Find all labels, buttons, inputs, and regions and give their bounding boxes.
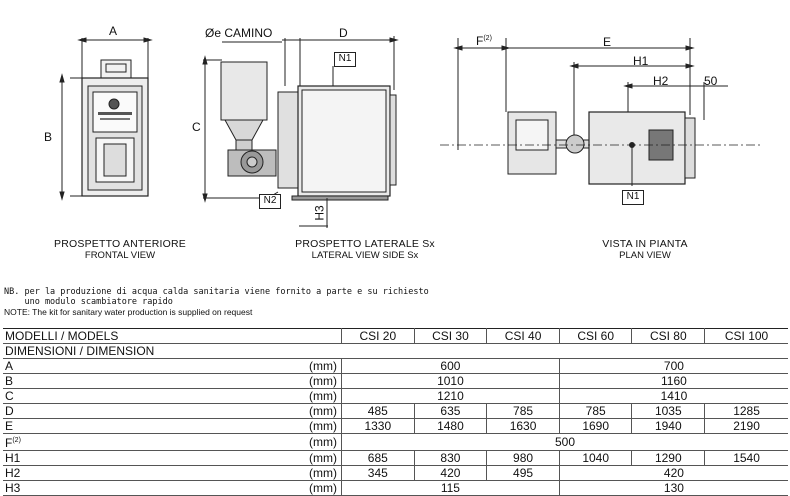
dim-label-f: $F^{(2)}$ [476,34,492,48]
dimension-label [3,374,307,389]
table-row [3,374,788,389]
note-line-1: NB. per la produzione di acqua calda sanitaria viene fornito a parte e su richiesto [4,287,429,297]
value-cell: 980 [487,451,560,466]
unit-cell: (mm) [307,389,341,404]
table-row [3,466,788,481]
table-row [3,419,788,434]
lateral-view-drawing [203,36,397,228]
value-cell: 1330 [341,419,414,434]
plan-view-drawing [440,38,760,186]
value-cell: 1690 [559,419,632,434]
dim-label-50: 50 [704,74,718,88]
table-row [3,481,788,496]
model-header: CSI 60 [559,329,632,344]
n1-tag-lateral: N1 [334,52,356,67]
value-cell: 420 [414,466,487,481]
dimension-name: D [5,403,14,418]
value-cell: 420 [559,466,788,481]
dimension-name: E [5,418,14,433]
model-header: CSI 30 [414,329,487,344]
unit-cell: (mm) [307,481,341,496]
value-cell: 500 [341,434,788,451]
dimension-label [3,359,307,374]
caption-front-en: FRONTAL VIEW [84,250,156,261]
caption-side-en: LATERAL VIEW SIDE Sx [311,250,419,261]
caption-front-it: PROSPETTO ANTERIORE [54,238,186,250]
dimension-name: C [5,388,14,403]
dim-label-h3: H3 [312,205,327,221]
value-cell: 1160 [559,374,788,389]
value-cell: 785 [487,404,560,419]
value-cell: 1285 [705,404,788,419]
unit-cell: (mm) [307,359,341,374]
dimension-label [3,451,307,466]
table-section-row [3,344,788,359]
caption-side-it: PROSPETTO LATERALE Sx [295,238,435,250]
value-cell: 1040 [559,451,632,466]
dimension-name: H3 [5,480,21,495]
unit-cell: (mm) [307,434,341,451]
value-cell: 830 [414,451,487,466]
value-cell: 1210 [341,389,559,404]
dim-label-camino: Øe CAMINO [205,26,273,40]
value-cell: 345 [341,466,414,481]
dimension-name: H1 [5,450,21,465]
table-row [3,359,788,374]
dimension-label [3,419,307,434]
dim-label-c: C [192,120,201,134]
value-cell: 1410 [559,389,788,404]
n1-tag-plan: N1 [622,190,644,205]
value-cell: 1540 [705,451,788,466]
n2-tag-lateral: N2 [259,194,281,209]
value-cell: 495 [487,466,560,481]
value-cell: 1480 [414,419,487,434]
value-cell: 1630 [487,419,560,434]
dim-label-a: A [109,24,118,38]
caption-plan-it: VISTA IN PIANTA [602,238,688,250]
table-header-label: MODELLI / MODELS [3,329,341,344]
dim-label-e: E [603,35,612,49]
model-header: CSI 100 [705,329,788,344]
caption-plan-en: PLAN VIEW [619,250,671,261]
unit-cell: (mm) [307,374,341,389]
value-cell: 485 [341,404,414,419]
model-header: CSI 20 [341,329,414,344]
value-cell: 1010 [341,374,559,389]
value-cell: 635 [414,404,487,419]
value-cell: 785 [559,404,632,419]
value-cell: 115 [341,481,559,496]
frontal-view-caption [40,238,200,261]
value-cell: 2190 [705,419,788,434]
dim-label-b: B [44,130,53,144]
dim-label-d: D [339,26,348,40]
value-cell: 1290 [632,451,705,466]
dimension-name: B [5,373,14,388]
dim-label-h2: H2 [653,74,669,88]
dimension-label [3,481,307,496]
dimensions-table-body [3,329,788,496]
table-section-label: DIMENSIONI / DIMENSION [3,344,788,359]
value-cell: 685 [341,451,414,466]
dimension-name: F [5,436,13,450]
model-header: CSI 80 [632,329,705,344]
dimension-label [3,466,307,481]
dimension-label [3,434,307,451]
frontal-view-drawing [60,38,151,199]
dimension-name: A [5,358,14,373]
table-row [3,404,788,419]
unit-cell: (mm) [307,404,341,419]
model-header: CSI 40 [487,329,560,344]
value-cell: 1940 [632,419,705,434]
value-cell: 1035 [632,404,705,419]
lateral-view-caption [280,238,450,261]
unit-cell: (mm) [307,451,341,466]
dimension-footnote: (2) [12,437,21,444]
dimension-label [3,389,307,404]
table-header-row [3,329,788,344]
unit-cell: (mm) [307,466,341,481]
table-row [3,451,788,466]
unit-cell: (mm) [307,419,341,434]
note-line-3: NOTE: The kit for sanitary water production is supplied on request [4,307,253,317]
plan-view-caption [570,238,720,261]
table-row [3,434,788,451]
dimensions-table [3,328,788,496]
note-line-2: uno modulo scambiatore rapido [4,297,173,307]
dimension-label [3,404,307,419]
value-cell: 130 [559,481,788,496]
table-row [3,389,788,404]
dimension-name: H2 [5,465,21,480]
value-cell: 600 [341,359,559,374]
value-cell: 700 [559,359,788,374]
dim-label-h1: H1 [633,54,649,68]
